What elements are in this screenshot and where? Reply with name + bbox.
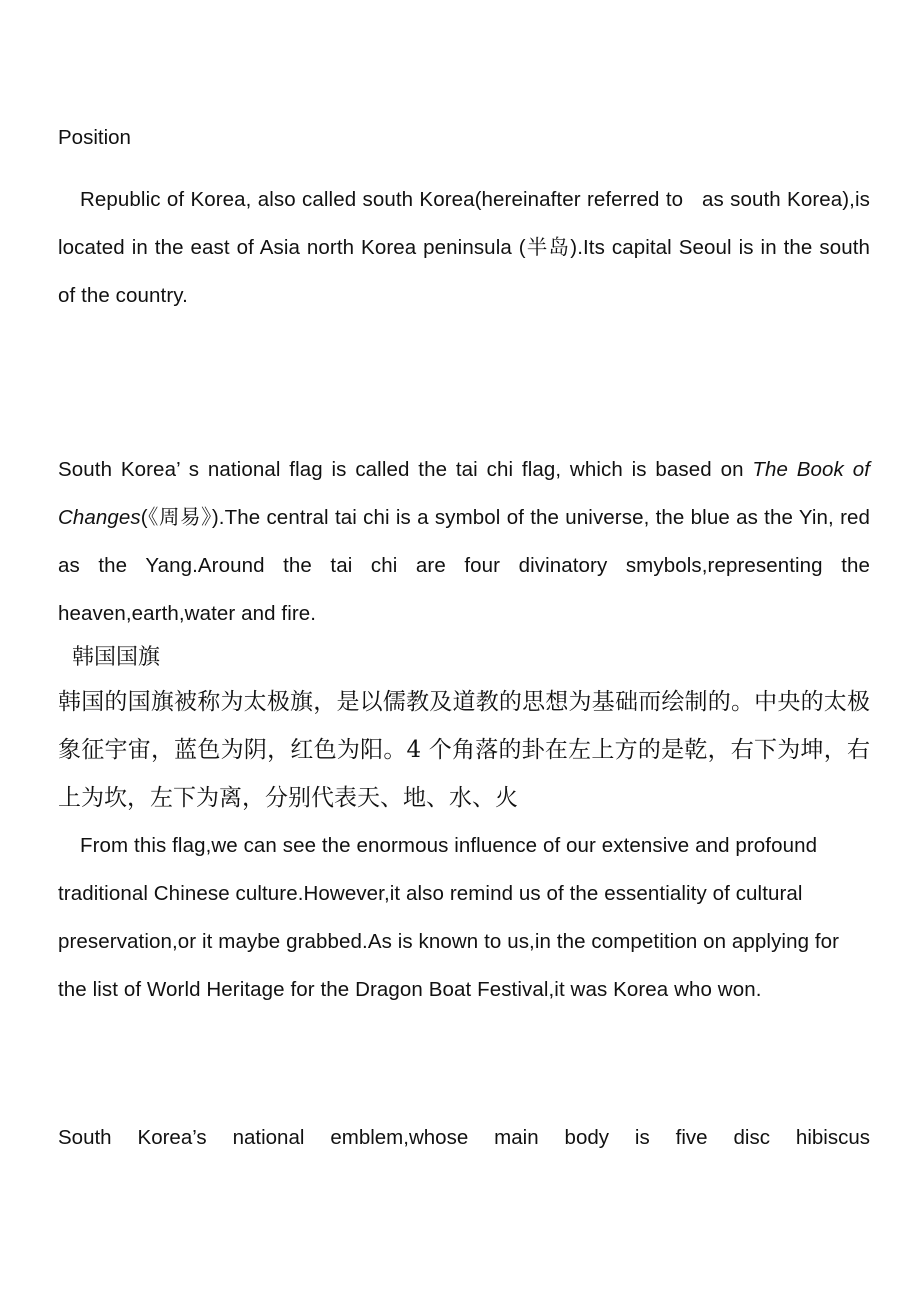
cultural-influence-paragraph: From this flag,we can see the enormous influence of our extensive and profound traditional Chinese culture.However,it also remind us of the essentiality of cultural preservation,or it maybe grabbed.As is known to us,in the competition on applying for the list of World Heritage for the Dragon Boat Festival,it was Korea who won. — [58, 834, 845, 1001]
spacer-after-position-heading — [58, 158, 870, 176]
chinese-flag-heading: 韩国国旗 — [72, 645, 161, 670]
flag-paragraph-tail: (《周易》).The central tai chi is a symbol of the universe, the blue as the Yin, red as the Yang.Around the tai chi are four divinatory smybols,representing the heaven,earth,water and fire. — [58, 506, 876, 625]
document-body — [58, 118, 876, 1162]
book-title-italic: The Book of Changes — [58, 458, 876, 529]
position-paragraph: Republic of Korea, also called south Korea(hereinafter referred to as south Korea),is located in the east of Asia north Korea peninsula (半岛).Its capital Seoul is in the south of the country. — [58, 188, 876, 307]
position-heading: Position — [58, 126, 131, 149]
spacer-between-sections-2 — [58, 1014, 870, 1114]
flag-paragraph-lead: South Korea’ s national flag is called the tai chi flag, which is based on — [58, 458, 753, 481]
spacer-between-sections-1 — [58, 320, 870, 446]
emblem-paragraph-line: South Korea’s national emblem,whose main body is five disc hibiscus — [58, 1126, 870, 1149]
chinese-flag-paragraph: 韩国的国旗被称为太极旗，是以儒教及道教的思想为基础而绘制的。中央的太极象征宇宙，蓝色为阴，红色为阳。4 个角落的卦在左上方的是乾，右下为坤，右上为坎，左下为离，分别代表天、地、水、火 — [58, 689, 870, 811]
flag-paragraph — [58, 446, 876, 638]
